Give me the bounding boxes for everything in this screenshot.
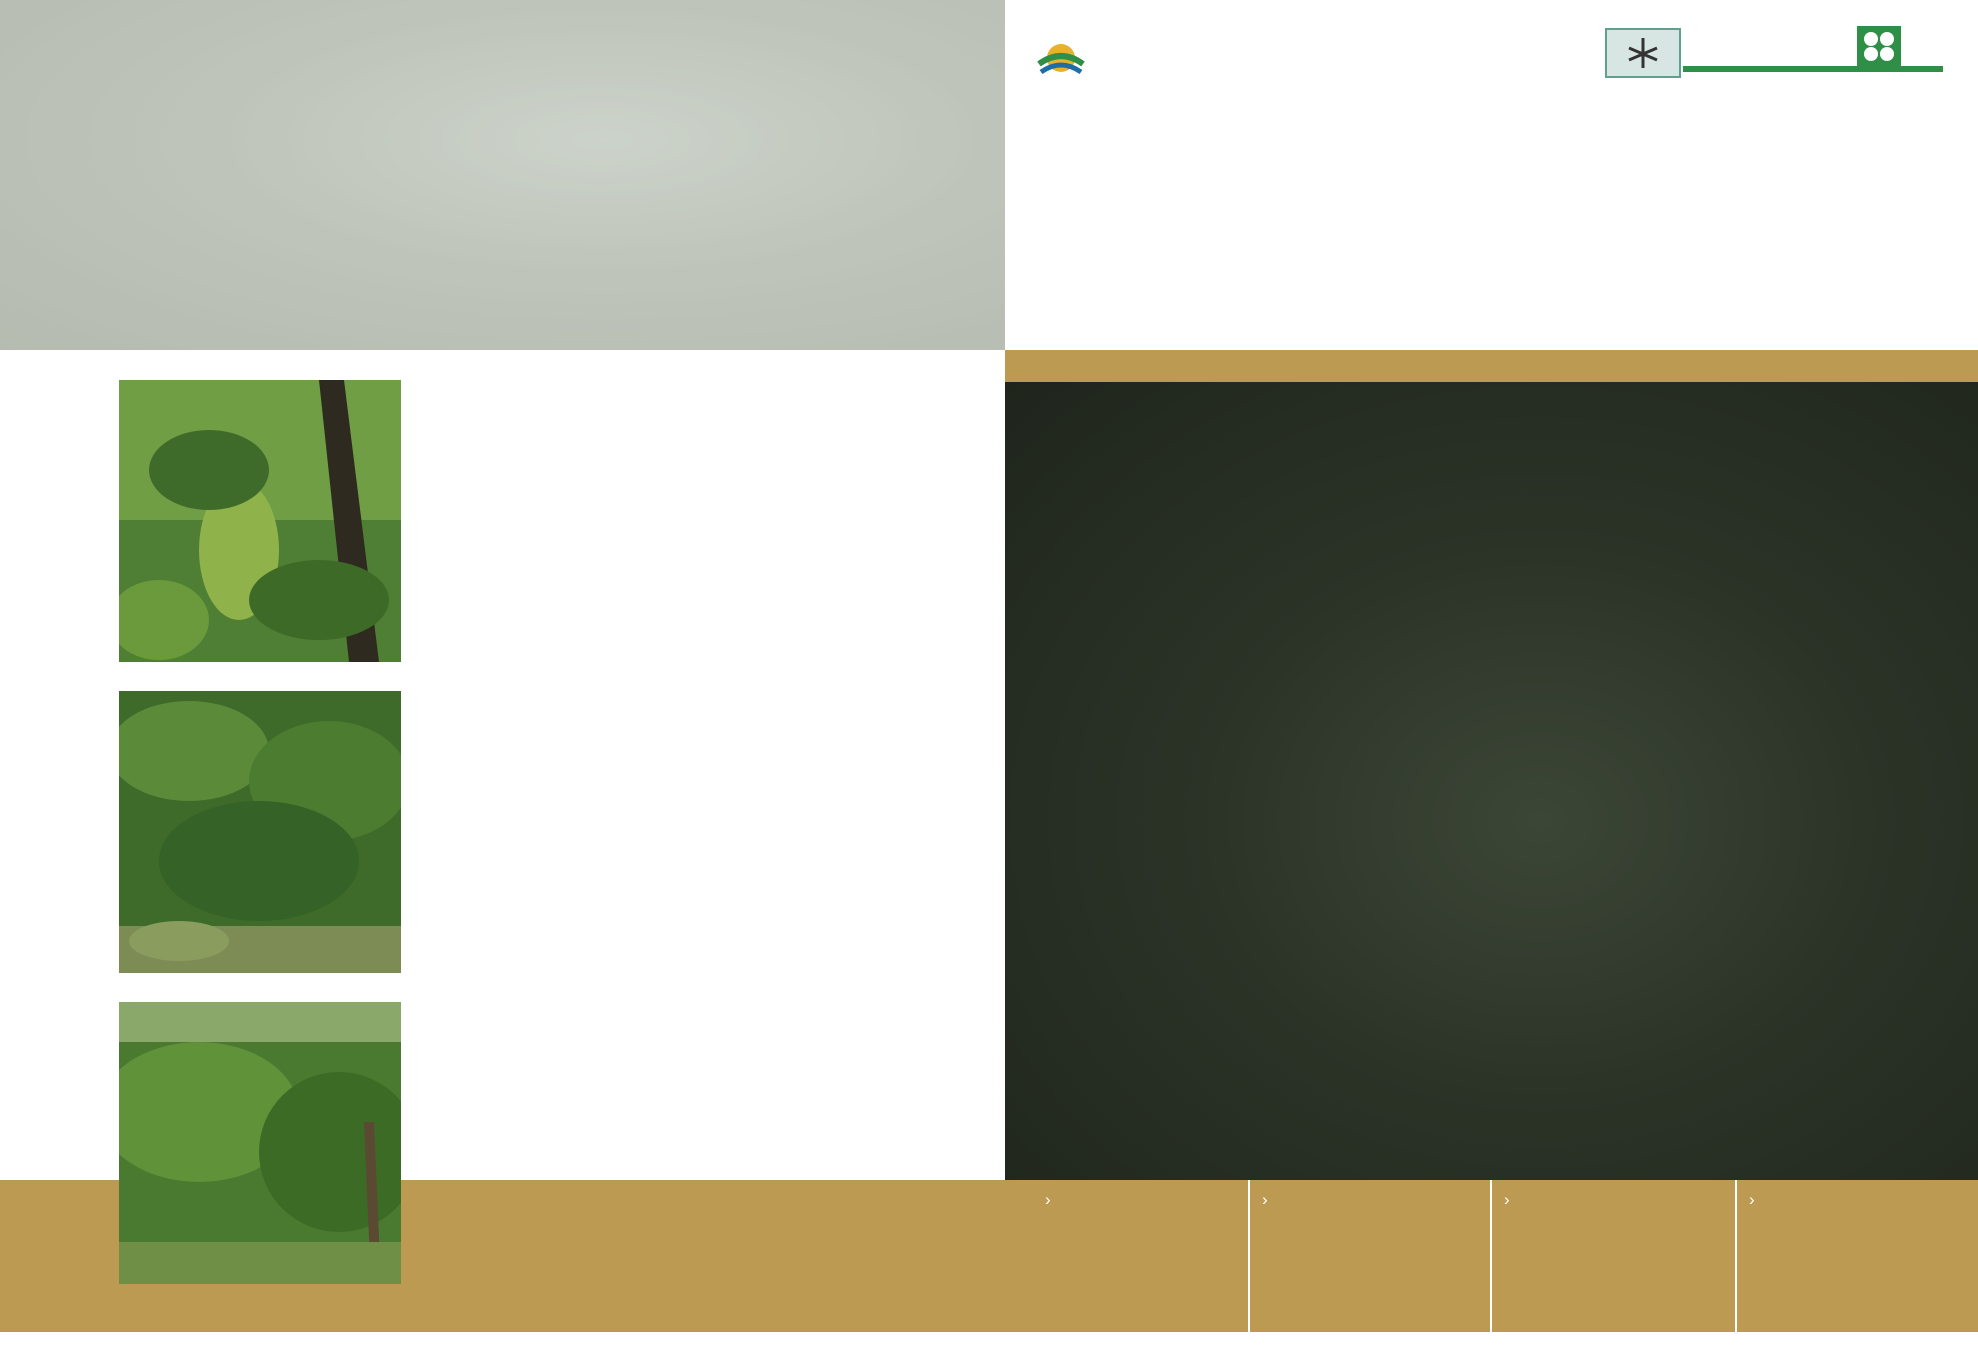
szent-istvan-logo	[1605, 24, 1955, 94]
arrow-icon: ›	[1262, 1190, 1268, 1209]
vine-foliage-illustration	[119, 691, 401, 973]
grape-cluster-illustration	[119, 380, 401, 662]
university-crest-icon	[1605, 28, 1681, 78]
arrow-icon: ›	[1504, 1190, 1510, 1209]
faculty-emblem-icon	[1857, 26, 1901, 66]
article-1	[1033, 1180, 1248, 1332]
article-2	[1248, 1180, 1490, 1332]
vineyard-photo-2	[119, 691, 401, 973]
article-4	[1735, 1180, 1978, 1332]
spine	[966, 380, 1006, 630]
cover-top-flower-photo	[0, 0, 1005, 350]
arrow-icon: ›	[1749, 1190, 1755, 1209]
sun-emblem-icon	[1035, 34, 1087, 78]
cover-main-flower-photo	[1005, 382, 1978, 1180]
daisy-bouquet-illustration	[1005, 382, 1978, 1180]
article-3	[1490, 1180, 1735, 1332]
vineyard-photo-1	[119, 380, 401, 662]
logo-stripe	[1683, 66, 1943, 72]
arrow-icon: ›	[1045, 1190, 1051, 1209]
issue-bar	[1005, 350, 1978, 382]
herman-otto-logo	[1035, 30, 1455, 90]
vineyard-photo-3-overlay	[119, 1002, 401, 1284]
